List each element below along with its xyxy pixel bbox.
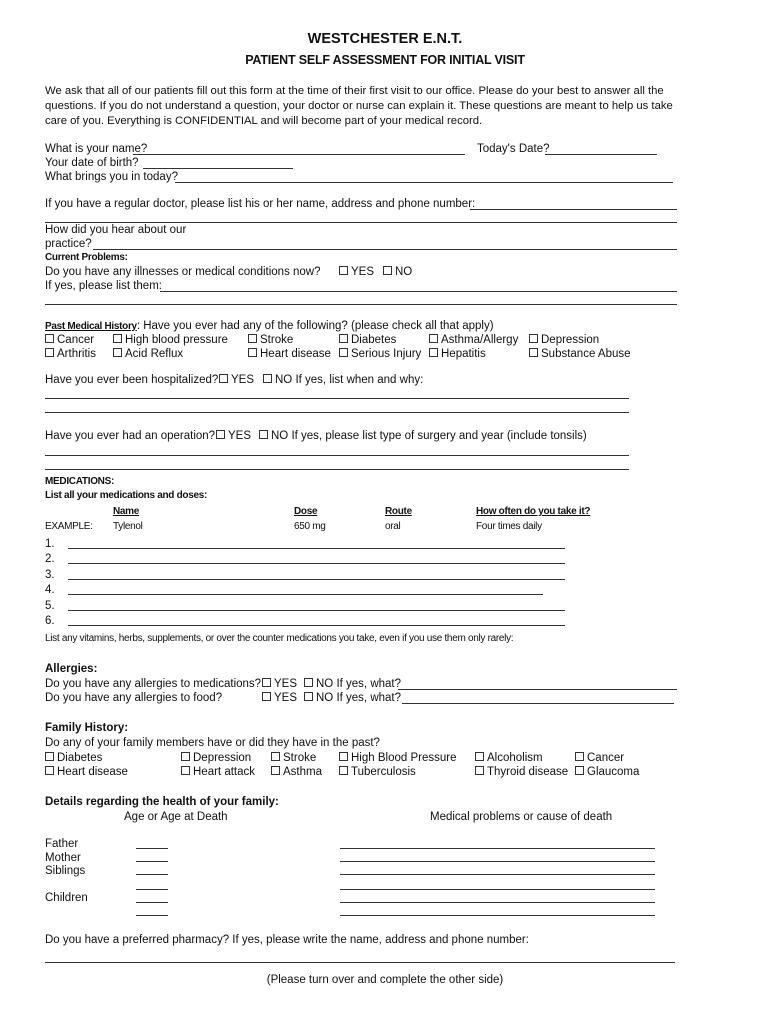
medication-row-number: 4. <box>45 584 55 596</box>
checkbox-icon[interactable] <box>262 692 271 701</box>
family-age-field[interactable] <box>136 861 168 862</box>
intro-line: We ask that all of our patients fill out this form at the time of their first visit to our office. Please do your best to answer all the <box>45 85 664 97</box>
family-problem-field[interactable] <box>340 861 655 862</box>
family-father-label: Father <box>45 838 79 850</box>
checkbox-icon[interactable] <box>113 334 122 343</box>
operation-yes-option[interactable]: YES <box>216 429 251 443</box>
checkbox-icon[interactable] <box>339 348 348 357</box>
checkbox-icon[interactable] <box>45 348 54 357</box>
allergies-heading: Allergies: <box>45 663 98 675</box>
checkbox-icon[interactable] <box>262 678 271 687</box>
example-label: EXAMPLE: <box>45 521 93 532</box>
history-option-cancer[interactable]: Cancer <box>45 333 94 347</box>
checkbox-icon[interactable] <box>339 766 348 775</box>
medication-row-number: 6. <box>45 615 55 627</box>
heard-label-cont: practice? <box>45 238 92 250</box>
history-option-asthma-allergy[interactable]: Asthma/Allergy <box>429 333 518 347</box>
checkbox-icon[interactable] <box>575 752 584 761</box>
medications-col-frequency: How often do you take it? <box>476 506 591 517</box>
checkbox-icon[interactable] <box>263 374 272 383</box>
family-option-stroke[interactable]: Stroke <box>271 751 316 765</box>
checkbox-icon[interactable] <box>339 334 348 343</box>
hospital-field-1[interactable] <box>45 398 629 399</box>
checkbox-icon[interactable] <box>429 334 438 343</box>
doctor-label: If you have a regular doctor, please list his or her name, address and phone number: <box>45 198 476 210</box>
family-details-col-problems: Medical problems or cause of death <box>430 811 613 823</box>
form-subtitle: PATIENT SELF ASSESSMENT FOR INITIAL VISIT <box>245 53 525 67</box>
heard-label: How did you hear about our <box>45 224 187 236</box>
family-children-label: Children <box>45 892 88 904</box>
medication-row-field[interactable] <box>68 563 565 564</box>
intro-line: care of you. Everything is CONFIDENTIAL and will become part of your medical record. <box>45 115 483 127</box>
form-title: WESTCHESTER E.N.T. <box>307 31 463 47</box>
operation-field-1[interactable] <box>45 455 629 456</box>
medication-row-field[interactable] <box>68 610 565 611</box>
checkbox-icon[interactable] <box>181 752 190 761</box>
pharmacy-question: Do you have a preferred pharmacy? If yes, please write the name, address and phone number: <box>45 934 529 946</box>
checkbox-icon[interactable] <box>248 348 257 357</box>
family-problem-field[interactable] <box>340 874 655 875</box>
checkbox-icon[interactable] <box>181 766 190 775</box>
past-history-question-row <box>45 319 494 334</box>
history-option-hepatitis[interactable]: Hepatitis <box>429 347 486 361</box>
reason-label: What brings you in today? <box>45 171 178 183</box>
hospital-question: Have you ever been hospitalized? <box>45 374 219 386</box>
family-problem-field[interactable] <box>340 915 655 916</box>
example-name: Tylenol <box>113 521 143 532</box>
date-field[interactable] <box>545 154 657 155</box>
checkbox-icon[interactable] <box>475 752 484 761</box>
example-dose: 650 mg <box>294 521 326 532</box>
dob-field[interactable] <box>143 168 293 169</box>
family-age-field[interactable] <box>136 889 168 890</box>
intro-line: questions. If you do not understand a question, your doctor or nurse can explain it. These questions are meant to help us take <box>45 100 673 112</box>
checkbox-icon[interactable] <box>383 266 392 275</box>
checkbox-icon[interactable] <box>271 752 280 761</box>
family-option-thyroid-disease[interactable]: Thyroid disease <box>475 765 568 779</box>
checkbox-icon[interactable] <box>45 766 54 775</box>
medications-heading: MEDICATIONS: <box>45 476 114 487</box>
pharmacy-field[interactable] <box>45 962 675 963</box>
family-age-field[interactable] <box>136 848 168 849</box>
name-field[interactable] <box>133 154 465 155</box>
medications-col-route: Route <box>385 506 412 517</box>
family-age-field[interactable] <box>136 902 168 903</box>
family-age-field[interactable] <box>136 915 168 916</box>
current-problems-heading: Current Problems: <box>45 252 128 263</box>
family-option-glaucoma[interactable]: Glaucoma <box>575 765 639 779</box>
family-history-heading: Family History: <box>45 722 129 734</box>
current-list-field[interactable] <box>160 291 677 292</box>
doctor-field[interactable] <box>470 209 677 210</box>
family-option-depression[interactable]: Depression <box>181 751 251 765</box>
allergy-food-question: Do you have any allergies to food? <box>45 692 223 704</box>
family-problem-field[interactable] <box>340 902 655 903</box>
checkbox-icon[interactable] <box>248 334 257 343</box>
family-problem-field[interactable] <box>340 889 655 890</box>
family-option-heart-attack[interactable]: Heart attack <box>181 765 255 779</box>
operation-field-2[interactable] <box>45 469 629 470</box>
history-option-high-blood-pressure[interactable]: High blood pressure <box>113 333 228 347</box>
example-frequency: Four times daily <box>476 521 542 532</box>
allergy-food-yes-option[interactable]: YES <box>262 691 297 705</box>
history-option-stroke[interactable]: Stroke <box>248 333 293 347</box>
medication-row-number: 2. <box>45 553 55 565</box>
medications-col-dose: Dose <box>294 506 318 517</box>
current-yes-option[interactable]: YES <box>339 265 374 279</box>
allergy-food-no-option[interactable]: NO If yes, what? <box>304 691 401 705</box>
family-mother-label: Mother <box>45 852 81 864</box>
current-list-field-2[interactable] <box>45 304 677 305</box>
past-history-question: : Have you ever had any of the following? (please check all that apply) <box>136 320 494 332</box>
allergy-food-field[interactable] <box>402 703 674 704</box>
medication-row-field[interactable] <box>68 594 543 595</box>
reason-field[interactable] <box>175 182 673 183</box>
family-option-alcoholism[interactable]: Alcoholism <box>475 751 543 765</box>
hospital-field-2[interactable] <box>45 412 629 413</box>
medication-row-field[interactable] <box>68 579 565 580</box>
medication-row-number: 3. <box>45 569 55 581</box>
history-option-depression[interactable]: Depression <box>529 333 599 347</box>
family-siblings-label: Siblings <box>45 865 86 877</box>
date-label: Today's Date? <box>477 143 550 155</box>
checkbox-icon[interactable] <box>339 266 348 275</box>
checkbox-icon[interactable] <box>304 678 313 687</box>
name-label: What is your name? <box>45 143 148 155</box>
checkbox-icon[interactable] <box>216 430 225 439</box>
family-age-field[interactable] <box>136 874 168 875</box>
history-option-heart-disease[interactable]: Heart disease <box>248 347 331 361</box>
checkbox-icon[interactable] <box>45 334 54 343</box>
heard-field[interactable] <box>93 249 677 250</box>
family-option-diabetes[interactable]: Diabetes <box>45 751 102 765</box>
allergy-medication-field[interactable] <box>398 689 677 690</box>
history-option-serious-injury[interactable]: Serious Injury <box>339 347 421 361</box>
checkbox-icon[interactable] <box>113 348 122 357</box>
hospital-no-option[interactable]: NO If yes, list when and why: <box>263 373 423 387</box>
checkbox-icon[interactable] <box>529 334 538 343</box>
family-details-heading: Details regarding the health of your family: <box>45 796 279 808</box>
history-option-arthritis[interactable]: Arthritis <box>45 347 96 361</box>
operation-question: Have you ever had an operation? <box>45 430 216 442</box>
allergy-medication-no-option[interactable]: NO If yes, what? <box>304 677 401 691</box>
checkbox-icon[interactable] <box>259 430 268 439</box>
checkbox-icon[interactable] <box>271 766 280 775</box>
checkbox-icon[interactable] <box>304 692 313 701</box>
checkbox-icon[interactable] <box>429 348 438 357</box>
intro-paragraph <box>45 84 685 129</box>
family-option-cancer[interactable]: Cancer <box>575 751 624 765</box>
past-history-heading: Past Medical History <box>45 321 137 332</box>
checkbox-icon[interactable] <box>475 766 484 775</box>
family-details-col-age: Age or Age at Death <box>124 811 228 823</box>
operation-no-option[interactable]: NO If yes, please list type of surgery and year (include tonsils) <box>259 429 587 443</box>
hospital-yes-option[interactable]: YES <box>219 373 254 387</box>
family-history-question: Do any of your family members have or did they have in the past? <box>45 737 380 749</box>
medication-row-field[interactable] <box>68 548 565 549</box>
vitamins-label: List any vitamins, herbs, supplements, or over the counter medications you take, even if you use them only rarely: <box>45 633 514 644</box>
history-option-acid-reflux[interactable]: Acid Reflux <box>113 347 183 361</box>
allergy-medication-yes-option[interactable]: YES <box>262 677 297 691</box>
medications-subheading: List all your medications and doses: <box>45 490 208 501</box>
medication-row-field[interactable] <box>68 625 565 626</box>
checkbox-icon[interactable] <box>575 766 584 775</box>
checkbox-icon[interactable] <box>219 374 228 383</box>
checkbox-icon[interactable] <box>45 752 54 761</box>
dob-label: Your date of birth? <box>45 157 139 169</box>
family-option-high-blood-pressure[interactable]: High Blood Pressure <box>339 751 456 765</box>
current-question: Do you have any illnesses or medical conditions now? <box>45 266 321 278</box>
medication-row-number: 1. <box>45 538 55 550</box>
turn-over-note: (Please turn over and complete the other side) <box>266 974 504 986</box>
checkbox-icon[interactable] <box>529 348 538 357</box>
history-option-diabetes[interactable]: Diabetes <box>339 333 396 347</box>
family-option-asthma[interactable]: Asthma <box>271 765 322 779</box>
family-option-tuberculosis[interactable]: Tuberculosis <box>339 765 416 779</box>
family-problem-field[interactable] <box>340 848 655 849</box>
family-option-heart-disease[interactable]: Heart disease <box>45 765 128 779</box>
checkbox-icon[interactable] <box>339 752 348 761</box>
history-option-substance-abuse[interactable]: Substance Abuse <box>529 347 631 361</box>
current-no-option[interactable]: NO <box>383 265 412 279</box>
allergy-medication-question: Do you have any allergies to medications? <box>45 678 262 690</box>
example-route: oral <box>385 521 401 532</box>
current-list-label: If yes, please list them: <box>45 280 162 292</box>
medication-row-number: 5. <box>45 600 55 612</box>
medications-col-name: Name <box>113 506 140 517</box>
